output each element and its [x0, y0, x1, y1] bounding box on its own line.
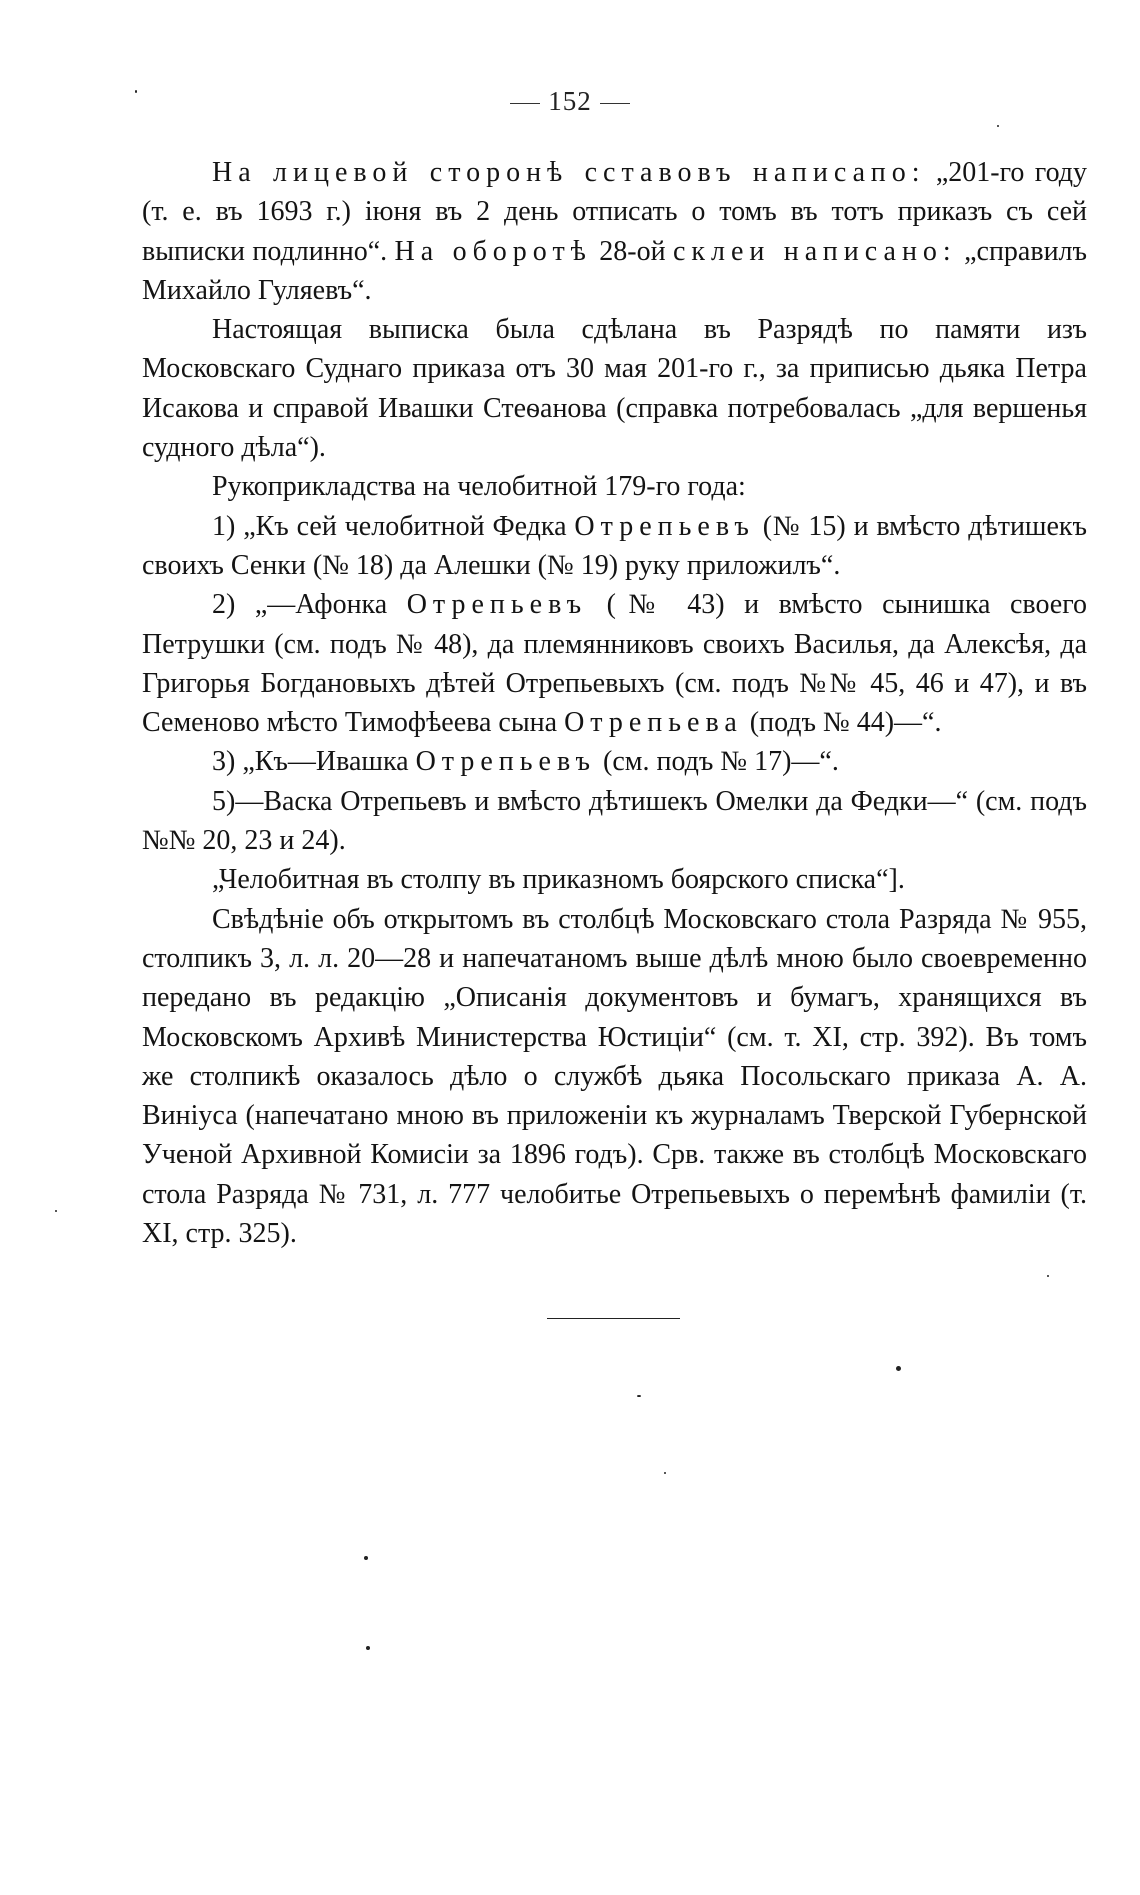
scan-speck	[366, 1646, 370, 1650]
spaced-text: Отрепьевъ	[415, 746, 596, 778]
paragraph	[142, 507, 1087, 586]
text-segment: „201-го году (т. е. въ 1693 г.) іюня въ 2 день отписать о томъ въ тотъ приказъ съ сей выписки подлинно“.	[142, 157, 1088, 267]
scan-speck	[135, 90, 137, 93]
page-number-dash-left	[510, 103, 540, 104]
body-text	[142, 153, 1087, 1253]
spaced-text: Отрепьева	[564, 707, 743, 739]
paragraph	[142, 782, 1087, 861]
scan-speck	[364, 1556, 368, 1560]
text-segment: Свѣдѣніе объ открытомъ въ столбцѣ Московскаго стола Разряда № 955, столпикъ 3, л. л. 20—28 и напечатаномъ выше дѣлѣ мною было своевременно передано въ редакцію „Описанія документовъ и бумагъ, хранящихся въ Московскомъ Архивѣ Министерства Юстиціи“ (см. т. XI, стр. 392). Въ томъ же столпикѣ оказалось дѣло о службѣ дьяка Посольскаго приказа А. А. Виніуса (напечатано мною въ приложеніи къ журналамъ Тверской Губернской Ученой Архивной Комисіи за 1896 годъ). Срв. также въ столбцѣ Московскаго стола Разряда № 731, л. 777 челобитье Отрепьевыхъ о перемѣнѣ фамиліи (т. XI, стр. 325).	[142, 903, 1087, 1250]
paragraph	[142, 467, 1087, 506]
paragraph	[142, 900, 1087, 1254]
paragraph	[142, 153, 1087, 310]
scan-speck	[637, 1395, 641, 1397]
page-number-dash-right	[600, 103, 630, 104]
text-segment: „справилъ Михайло Гуляевъ“.	[142, 235, 1088, 306]
page-number-text: 152	[548, 86, 592, 116]
end-rule	[547, 1318, 680, 1319]
paragraph	[142, 310, 1087, 467]
scan-speck	[55, 1210, 57, 1212]
text-segment: 1) „Къ сей челобитной Федка	[212, 510, 575, 542]
text-segment: 2) „—Афонка	[212, 589, 407, 621]
scan-speck	[1047, 1275, 1049, 1277]
text-segment: 28-ой	[591, 235, 673, 267]
scan-speck	[997, 125, 999, 127]
scan-speck	[896, 1366, 901, 1371]
text-segment: 5)—Васка Отрепьевъ и вмѣсто дѣтишекъ Омелки да Федки—“ (см. подъ №№ 20, 23 и 24).	[142, 785, 1087, 857]
spaced-text: Отрепьевъ	[574, 510, 755, 542]
spaced-text: На лицевой сторонѣ сставовъ написапо:	[212, 157, 926, 188]
text-segment: Настоящая выписка была сдѣлана въ Разрядѣ по памяти изъ Московскаго Суднаго приказа отъ 30 мая 201-го г., за приписью дьяка Петра Исакова и справой Ивашки Стеѳанова (справка потребовалась „для вершенья судного дѣла“).	[142, 314, 1087, 464]
scan-speck	[664, 1472, 666, 1474]
spaced-text: Отрепьевъ	[406, 589, 588, 621]
paragraph	[142, 742, 1087, 781]
text-segment: (№ 43) и вмѣсто сынишка своего Петрушки (см. подъ № 48), да племянниковъ своихъ Василья, да Алексѣя, да Григорья Богдановыхъ дѣтей Отрепьевыхъ (см. подъ №№ 45, 46 и 47), и въ Семеново мѣсто Тимофѣеева сына	[142, 589, 1087, 739]
spaced-text: склеи написано:	[672, 235, 957, 267]
text-segment: (подъ № 44)—“.	[742, 707, 942, 739]
text-segment: Рукоприкладства на челобитной 179-го года:	[212, 471, 746, 503]
page-number	[0, 86, 1140, 117]
text-segment: (см. подъ № 17)—“.	[596, 746, 839, 778]
text-segment: 3) „Къ—Ивашка	[212, 746, 416, 778]
paragraph	[142, 860, 1087, 899]
paragraph	[142, 585, 1087, 742]
text-segment: (№ 15) и вмѣсто дѣтишекъ своихъ Сенки (№ 18) да Алешки (№ 19) руку приложилъ“.	[142, 510, 1088, 581]
text-segment: „Челобитная въ столпу въ приказномъ боярского списка“].	[212, 864, 905, 896]
spaced-text: На оборотѣ	[394, 235, 592, 267]
